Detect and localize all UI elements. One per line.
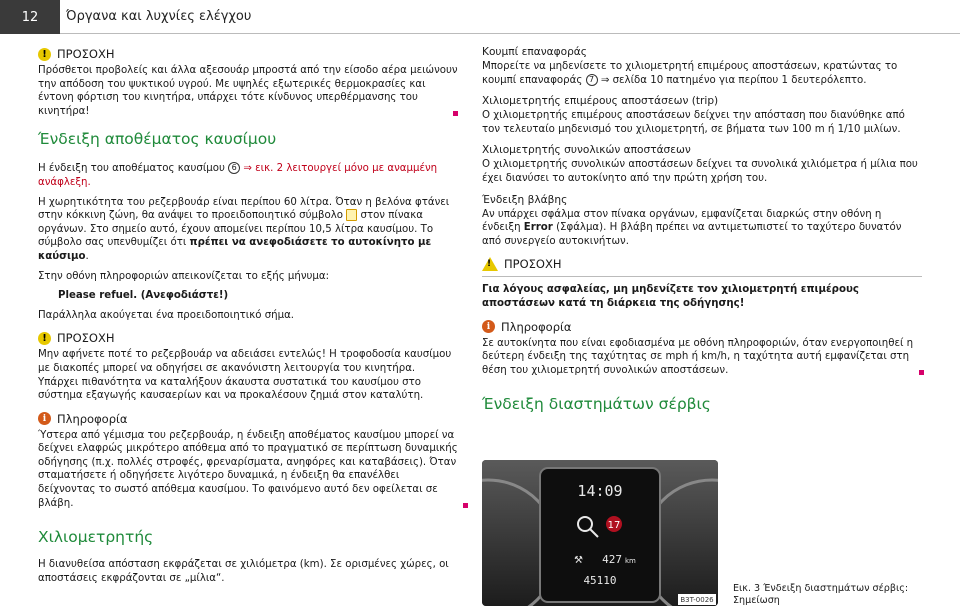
odometer-readout: 45110	[583, 574, 617, 587]
trip-unit: km	[625, 557, 636, 565]
info-heading: Πληροφορία	[501, 319, 572, 334]
temperature-readout: 17	[607, 520, 621, 531]
header-divider	[60, 33, 960, 34]
ref-circle: 6	[228, 162, 240, 174]
warning-heading: ΠΡΟΣΟΧΗ	[57, 331, 115, 346]
service-heading: Ένδειξη διαστημάτων σέρβις	[482, 395, 711, 414]
info-text: Σε αυτοκίνητα που είναι εφοδιασμένα με οθόνη πληροφοριών, όταν ενεργοποιηθεί η δεύτερη ένδειξη της ταχύτητας σε mph ή km/h, η ταχύτητα αυτή εμφανίζεται στη θέση του χιλιομετρητή συνολικών αποστάσεων.	[482, 337, 914, 376]
fuel-warning-icon	[346, 209, 357, 221]
warning-heading: ΠΡΟΣΟΧΗ	[504, 257, 562, 272]
info-icon: i	[482, 320, 495, 333]
warning-text: Για λόγους ασφαλείας, μη μηδενίζετε τον χιλιομετρητή επιμέρους αποστάσεων κατά τη διάρκεια της οδήγησης!	[482, 284, 859, 309]
end-mark-icon	[463, 503, 468, 508]
fuel-paragraph-2: Η χωρητικότητα του ρεζερβουάρ είναι περίπου 60 λίτρα. Όταν η βελόνα φτάνει στην κόκκινη ζώνη, θα ανάψει το προειδοποιητικό σύμβολο στον πίνακα οργάνων. Στο σημείο αυτό, έχουν απομείνει περίπου 10,5 λίτρα καυσίμου. Το σύμβολο σας υπενθυμίζει ότι πρέπει να ανεφοδιάσετε το αυτοκίνητο με καύσιμο.	[38, 196, 450, 262]
fuel-paragraph-4: Παράλληλα ακούγεται ένα προειδοποιητικό σήμα.	[38, 309, 295, 321]
figure-code: B3T-0026	[680, 596, 714, 604]
wrench-icon: ⚒	[574, 555, 583, 566]
exclamation-icon: !	[38, 48, 51, 61]
warning-coolant	[38, 46, 458, 118]
fuel-heading: Ένδειξη αποθέματος καυσίμου	[38, 130, 277, 149]
page-number: 12	[0, 0, 60, 34]
warning-text: Μην αφήνετε ποτέ το ρεζερβουάρ να αδειάσει εντελώς! Η τροφοδοσία καυσίμου με διακοπές μπορεί να οδηγήσει σε ακανόνιστη λειτουργία του κινητήρα. Υπάρχει πιθανότητα να καταλήξουν άκαυστα συστατικά του καυσίμου στο σύστημα εξαγωγής καυσαερίων και να προκαλέσουν ζημιά στον καταλύτη.	[38, 349, 452, 402]
exclamation-icon: !	[38, 332, 51, 345]
warning-trip-reset	[482, 256, 922, 310]
dashboard-figure	[482, 460, 718, 606]
fuel-message: Please refuel. (Ανεφοδιάστε!)	[58, 290, 229, 302]
trip-text: Ο χιλιομετρητής επιμέρους αποστάσεων δείχνει την απόσταση που διανύθηκε από τον τελευταίο μηδενισμό του χιλιομετρητή, σε βήματα των 100 m ή 1/10 μιλίων.	[482, 110, 905, 135]
divider	[482, 276, 922, 277]
instrument-cluster-illustration	[482, 460, 718, 606]
end-mark-icon	[919, 370, 924, 375]
clock-readout: 14:09	[577, 482, 623, 500]
end-mark-icon	[453, 111, 458, 116]
odometer-heading: Χιλιομετρητής	[38, 528, 154, 547]
warning-text: Πρόσθετοι προβολείς και άλλα αξεσουάρ μπροστά από την είσοδο αέρα μειώνουν την απόδοση του ψυκτικού υγρού. Με υψηλές εξωτερικές θερμοκρασίες και έντονη φόρτιση του κινητήρα, υπάρχει τότε κίνδυνος υπερθέρμανσης του κινητήρα!	[38, 65, 458, 117]
fuel-paragraph-3: Στην οθόνη πληροφοριών απεικονίζεται το εξής μήνυμα:	[38, 270, 330, 282]
info-speed	[482, 319, 922, 378]
reset-title: Κουμπί επαναφοράς	[482, 46, 588, 58]
info-text: Ύστερα από γέμισμα του ρεζερβουάρ, η ένδειξη αποθέματος καυσίμου μπορεί να δείχνει ελαφρώς μικρότερο απόθεμα από το πραγματικό σε περίπτωση δυναμικής οδήγησης (π.χ. πολλές στροφές, φρεναρίσματα, ανηφόρες και καταβάσεις). Όταν σταματήσετε ή οδηγήσετε λιγότερο δυναμικά, η ένδειξη θα επανέλθει δείχνοντας το σωστό απόθεμα καυσίμου. Το φαινόμενο αυτό δεν οφείλεται σε βλάβη.	[38, 429, 458, 509]
chapter-title: Όργανα και λυχνίες ελέγχου	[66, 9, 252, 24]
ref-circle: 7	[586, 74, 598, 86]
total-text: Ο χιλιομετρητής συνολικών αποστάσεων δείχνει τα συνολικά χιλιόμετρα ή μίλια που έχει διανύσει το αυτοκίνητο από την πρώτη χρήση του.	[482, 159, 918, 184]
left-column	[38, 46, 458, 585]
fault-text: Αν υπάρχει σφάλμα στον πίνακα οργάνων, εμφανίζεται διαρκώς στην οθόνη η ένδειξη Error (Σφάλμα). Η βλάβη πρέπει να αντιμετωπιστεί το ταχύτερο δυνατόν από συνεργείο αυτοκινήτων.	[482, 208, 902, 247]
warning-empty-tank	[38, 330, 458, 402]
trip-readout: 427	[602, 553, 622, 566]
page-header	[0, 0, 960, 34]
fault-title: Ένδειξη βλάβης	[482, 193, 568, 206]
fuel-paragraph-1: Η ένδειξη του αποθέματος καυσίμου 6 ⇒ εικ. 2 λειτουργεί μόνο με αναμμένη ανάφλεξη.	[38, 163, 438, 188]
info-heading: Πληροφορία	[57, 411, 128, 426]
warning-triangle-icon: !	[482, 257, 498, 271]
info-icon: i	[38, 412, 51, 425]
right-column	[482, 46, 922, 413]
warning-heading: ΠΡΟΣΟΧΗ	[57, 47, 115, 61]
reset-text: Μπορείτε να μηδενίσετε το χιλιομετρητή επιμέρους αποστάσεων, κρατώντας το κουμπί επαναφοράς 7 ⇒ σελίδα 10 πατημένο για περίπου 1 δευτερόλεπτο.	[482, 61, 898, 86]
trip-title: Χιλιομετρητής επιμέρους αποστάσεων (trip)	[482, 95, 719, 108]
total-title: Χιλιομετρητής συνολικών αποστάσεων	[482, 144, 691, 157]
odometer-text: Η διανυθείσα απόσταση εκφράζεται σε χιλιόμετρα (km). Σε ορισμένες χώρες, οι αποστάσεις εκφράζονται σε „μίλια“.	[38, 559, 449, 584]
figure-caption: Εικ. 3 Ένδειξη διαστημάτων σέρβις: Σημείωση	[733, 583, 909, 606]
figure-link[interactable]: ⇒ εικ. 2 λειτουργεί μόνο με αναμμένη ανάφλεξη.	[38, 163, 438, 188]
info-fuel	[38, 411, 458, 511]
